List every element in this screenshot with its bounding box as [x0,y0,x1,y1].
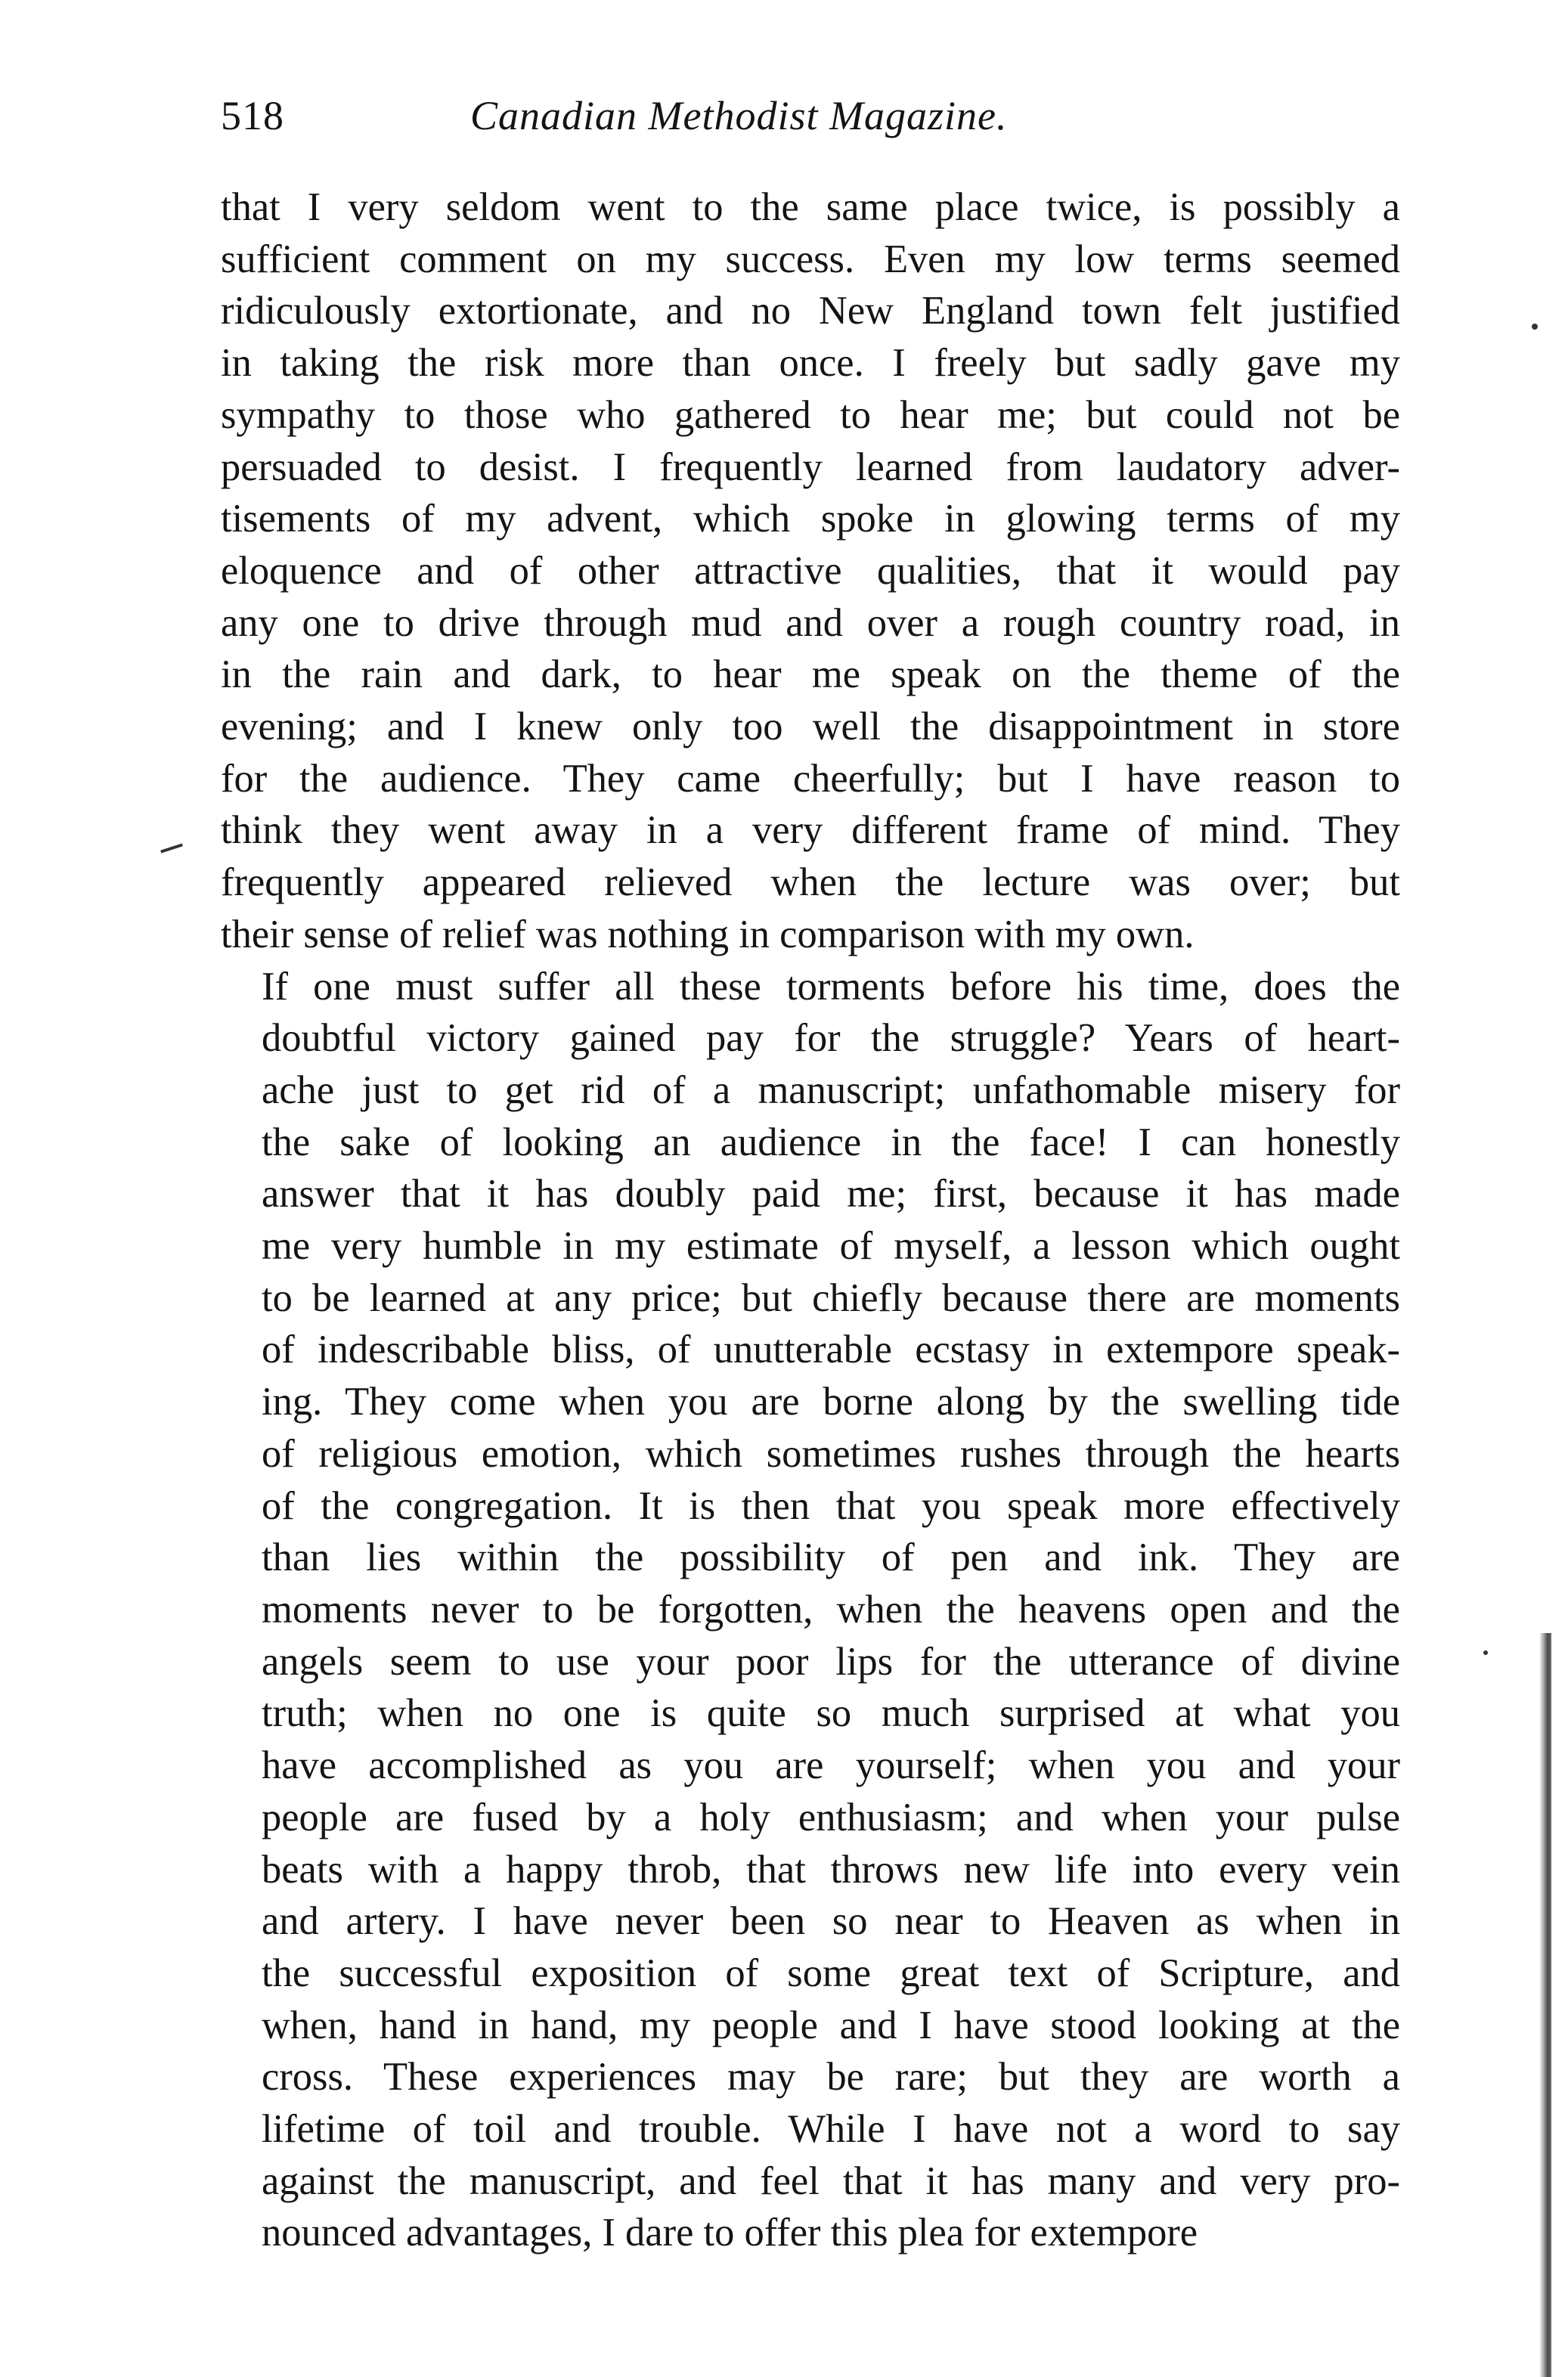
text-line: their sense of relief was nothing in comparison with my own. [221,912,1195,956]
text-line: in the rain and dark, to hear me speak on the theme of the [221,652,1400,697]
text-line: ache just to get rid of a manuscript; unfathomable misery for [262,1068,1400,1112]
page-number: 518 [221,93,284,138]
text-line: think they went away in a very different frame of mind. They [221,808,1400,853]
body-text [221,181,1400,2259]
text-line: me very humble in my estimate of myself, a lesson which ought [262,1224,1400,1269]
text-line: ing. They come when you are borne along by the swelling tide [262,1380,1400,1424]
text-line: have accomplished as you are yourself; when you and your [262,1743,1400,1788]
text-line: to be learned at any price; but chiefly because there are moments [262,1275,1400,1320]
text-line: beats with a happy throb, that throws new life into every vein [262,1847,1400,1892]
journal-title: Canadian Methodist Magazine. [470,93,1008,138]
text-line: answer that it has doubly paid me; first, because it has made [262,1172,1400,1216]
text-line: people are fused by a holy enthusiasm; and when your pulse [262,1795,1400,1839]
text-line: and artery. I have never been so near to Heaven as when in [262,1899,1400,1944]
text-line: sympathy to those who gathered to hear me; but could not be [221,392,1400,437]
text-line: of the congregation. It is then that you speak more effectively [262,1483,1400,1528]
margin-mark [160,843,183,853]
text-line: of religious emotion, which sometimes rushes through the hearts [262,1431,1400,1476]
text-line: in taking the risk more than once. I freely but sadly gave my [221,341,1400,386]
text-line: truth; when no one is quite so much surprised at what you [262,1691,1400,1736]
text-line: against the manuscript, and feel that it has many and very pro- [262,2159,1400,2203]
running-head [221,92,1400,153]
text-line: doubtful victory gained pay for the struggle? Years of heart- [262,1016,1400,1061]
text-line: the sake of looking an audience in the face! I can honestly [262,1120,1400,1164]
ink-speck [1483,1650,1488,1655]
ink-speck [1532,324,1538,330]
text-line: than lies within the possibility of pen and ink. They are [262,1536,1400,1580]
text-line: the successful exposition of some great text of Scripture, and [262,1951,1400,1995]
text-line: of indescribable bliss, of unutterable ecstasy in extempore speak- [262,1328,1400,1372]
text-line: for the audience. They came cheerfully; but I have reason to [221,756,1400,801]
text-line: moments never to be forgotten, when the heavens open and the [262,1587,1400,1632]
paragraph [221,961,1400,2260]
text-line: angels seem to use your poor lips for the utterance of divine [262,1639,1400,1684]
text-line: sufficient comment on my success. Even my low terms seemed [221,237,1400,281]
text-line: any one to drive through mud and over a rough country road, in [221,600,1400,645]
text-line: lifetime of toil and trouble. While I have not a word to say [262,2107,1400,2152]
text-line: when, hand in hand, my people and I have stood looking at the [262,2003,1400,2047]
text-line: cross. These experiences may be rare; but they are worth a [262,2055,1400,2100]
text-line: eloquence and of other attractive qualities, that it would pay [221,548,1400,593]
text-line: tisements of my advent, which spoke in glowing terms of my [221,497,1400,541]
text-line: evening; and I knew only too well the disappointment in store [221,705,1400,749]
text-line: ridiculously extortionate, and no New England town felt justified [221,289,1400,333]
text-line: If one must suffer all these torments before his time, does the [262,964,1400,1009]
text-line: that I very seldom went to the same place twice, is possibly a [221,185,1400,229]
text-line: nounced advantages, I dare to offer this plea for extempore [262,2211,1198,2255]
page-edge-shadow [1539,1633,1551,2377]
text-line: frequently appeared relieved when the lecture was over; but [221,860,1400,905]
paragraph [221,181,1400,961]
text-line: persuaded to desist. I frequently learned from laudatory adver- [221,445,1400,489]
